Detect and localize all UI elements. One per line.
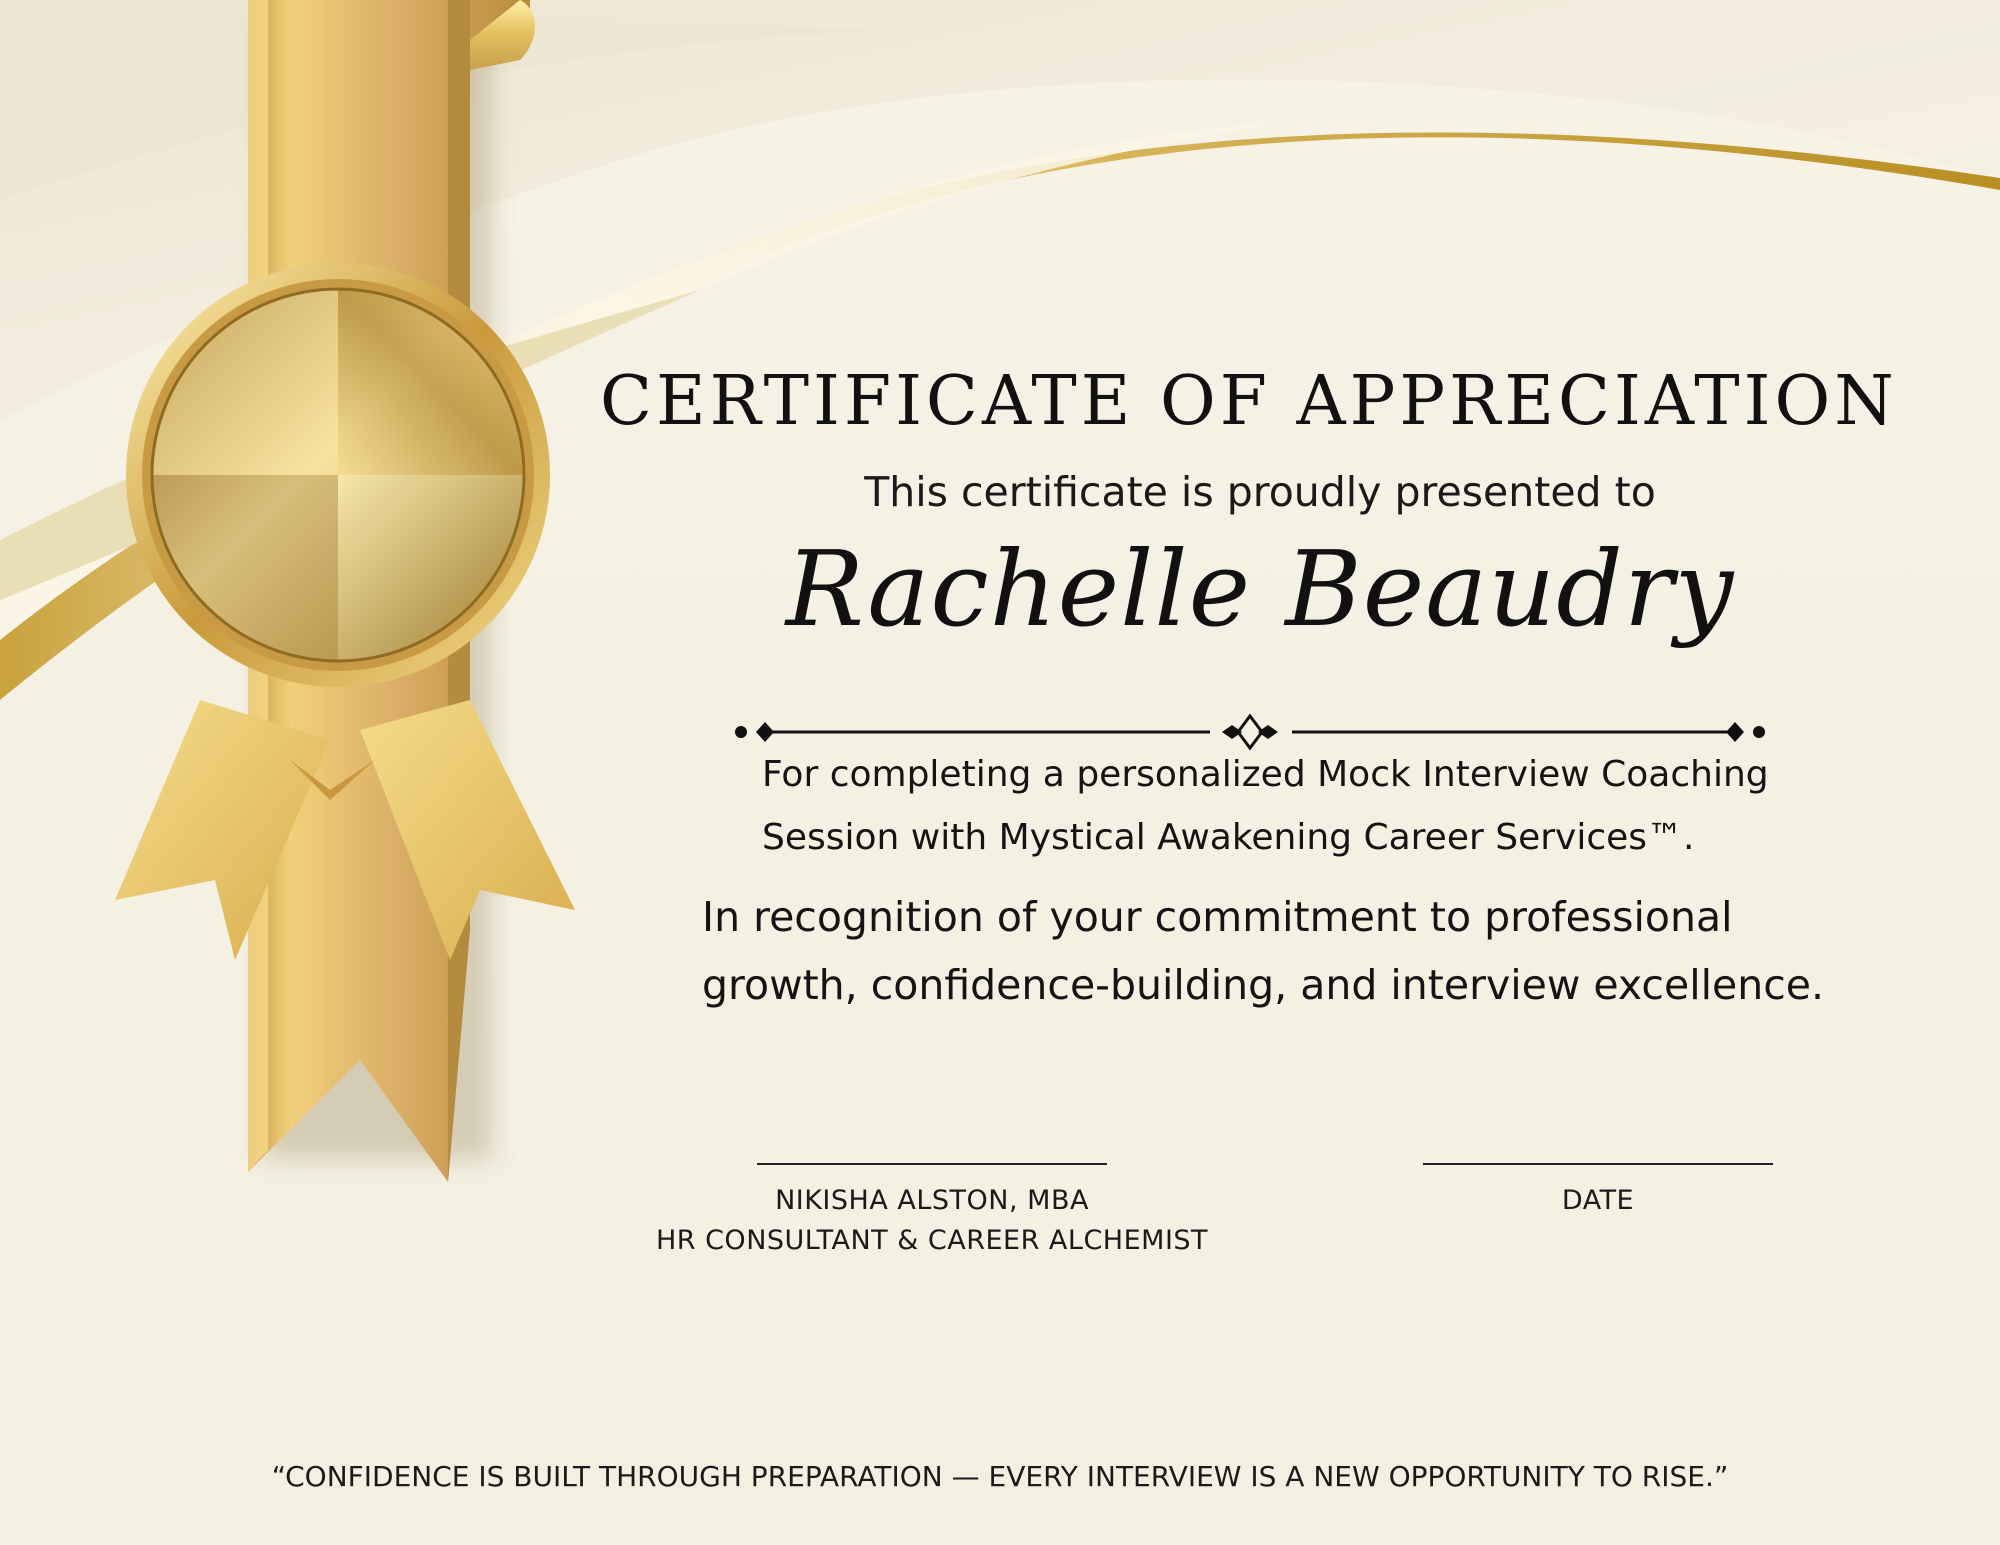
recognition-text-line1: In recognition of your commitment to professional xyxy=(702,893,1733,941)
certificate-title: CERTIFICATE OF APPRECIATION xyxy=(600,362,1898,441)
date-line xyxy=(1423,1163,1773,1165)
signature-line xyxy=(757,1163,1107,1165)
completion-text-line2: Session with Mystical Awakening Career Services™. xyxy=(762,817,1695,858)
recipient-name: Rachelle Beaudry xyxy=(785,528,1735,650)
footer-quote: “CONFIDENCE IS BUILT THROUGH PREPARATION — EVERY INTERVIEW IS A NEW OPPORTUNITY TO RISE.” xyxy=(271,1460,1729,1493)
signer-title: HR CONSULTANT & CAREER ALCHEMIST xyxy=(655,1225,1209,1256)
completion-text-line1: For completing a personalized Mock Interview Coaching xyxy=(762,754,1769,795)
signer-name: NIKISHA ALSTON, MBA xyxy=(775,1185,1089,1216)
presented-to-text: This certificate is proudly presented to xyxy=(864,468,1656,516)
recognition-text-line2: growth, confidence-building, and interview excellence. xyxy=(702,961,1824,1009)
date-label: DATE xyxy=(1561,1185,1635,1216)
